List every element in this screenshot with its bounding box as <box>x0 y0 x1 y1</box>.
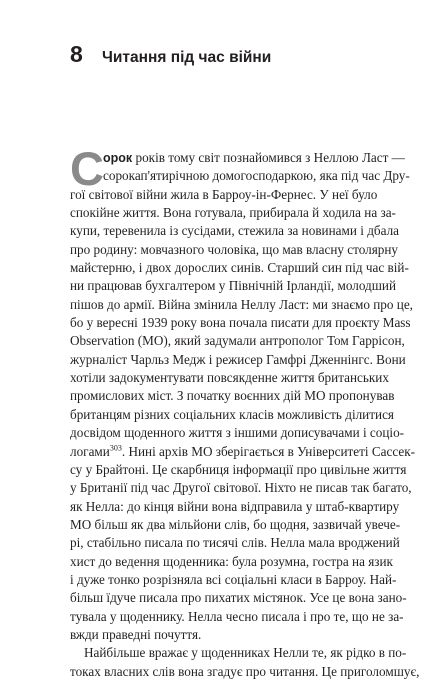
chapter-title: Читання під час війни <box>102 49 272 66</box>
chapter-number: 8 <box>70 41 83 67</box>
text-line: су у Брайтоні. Це скарбниця інформації про цивільне життя <box>70 461 407 477</box>
text-line: вжди праведні почуття. <box>70 626 202 642</box>
text-line: пішов до армії. Війна змінила Неллу Ласт: ми знаємо про це, <box>70 296 413 312</box>
text-line <box>70 443 416 461</box>
text-line: про родину: мовчазного чоловіка, що мав власну столярну <box>70 241 399 257</box>
text-line: журналіст Чарльз Медж і режисер Гамфрі Дженнінгс. Вони <box>70 351 406 367</box>
text-line: спокійне життя. Вона готувала, прибирала й ходила на за- <box>70 205 396 221</box>
text-line: ни працював бухгалтером у Північній Ірландії, молодший <box>70 278 397 294</box>
footnote-line-after: . Нині архів МО зберігається в Університеті Сассек- <box>121 443 416 459</box>
text-line: токах власних слів вона згадує про читання. Це приголомшує, <box>70 663 420 679</box>
text-line: Observation (МО), який задумали антрополог Том Гаррісон, <box>70 333 405 349</box>
text-line: хист до ведення щоденника: була розумна, гостра на язик <box>70 553 393 569</box>
text-line: сорокап'ятирічною домогосподаркою, яка під час Дру- <box>103 168 410 184</box>
body-text <box>70 142 420 681</box>
lead-word: орок <box>103 151 133 165</box>
text-line: Найбільше вражає у щоденниках Нелли те, як рідко в по- <box>84 645 407 661</box>
first-line-rest: років тому світ познайомився з Неллою Ласт — <box>132 150 405 165</box>
footnote-reference: 303 <box>109 443 122 453</box>
text-line: британцям різних соціальних класів можливість ділитися <box>70 406 394 422</box>
text-line: купи, теревенила із сусідами, стежила за новинами і дбала <box>70 223 400 239</box>
text-line: гої світової війни жила в Барроу-ін-Фернес. У неї було <box>70 186 378 202</box>
text-line: як Нелла: до кінця війни вона відправила у штаб-квартиру <box>70 498 400 514</box>
chapter-header <box>70 41 271 71</box>
text-line: більш їдуче писала про пихатих містянок. Усе це вона зано- <box>70 590 407 606</box>
text-line: бо у вересні 1939 року вона почала писати для проєкту Mass <box>70 315 411 331</box>
text-line: майстерню, і двох дорослих синів. Старший син під час вій- <box>70 260 409 276</box>
drop-cap: С <box>70 142 104 195</box>
text-line: хотіли задокументувати повсякденне життя британських <box>70 370 389 386</box>
text-line: досвідом щоденного життя з іншими дописувачами і соціо- <box>70 425 405 441</box>
text-line: промислових міст. З початку воєнних дій МО пропонував <box>70 388 395 404</box>
text-line: і дуже тонко розрізняла всі соціальні класи в Барроу. Най- <box>70 571 397 587</box>
text-line: рі, стабільно писала по тисячі слів. Нелла мала вроджений <box>70 535 400 551</box>
text-line: МО більш як два мільйони слів, бо щодня, зазвичай увече- <box>70 516 401 532</box>
footnote-line-before: логами <box>70 443 110 459</box>
text-line <box>70 149 405 167</box>
text-line: тувала у щоденнику. Нелла чесно писала і про те, що не за- <box>70 608 404 624</box>
text-line: у Британії під час Другої світової. Ніхто не писав так багато, <box>70 480 412 496</box>
